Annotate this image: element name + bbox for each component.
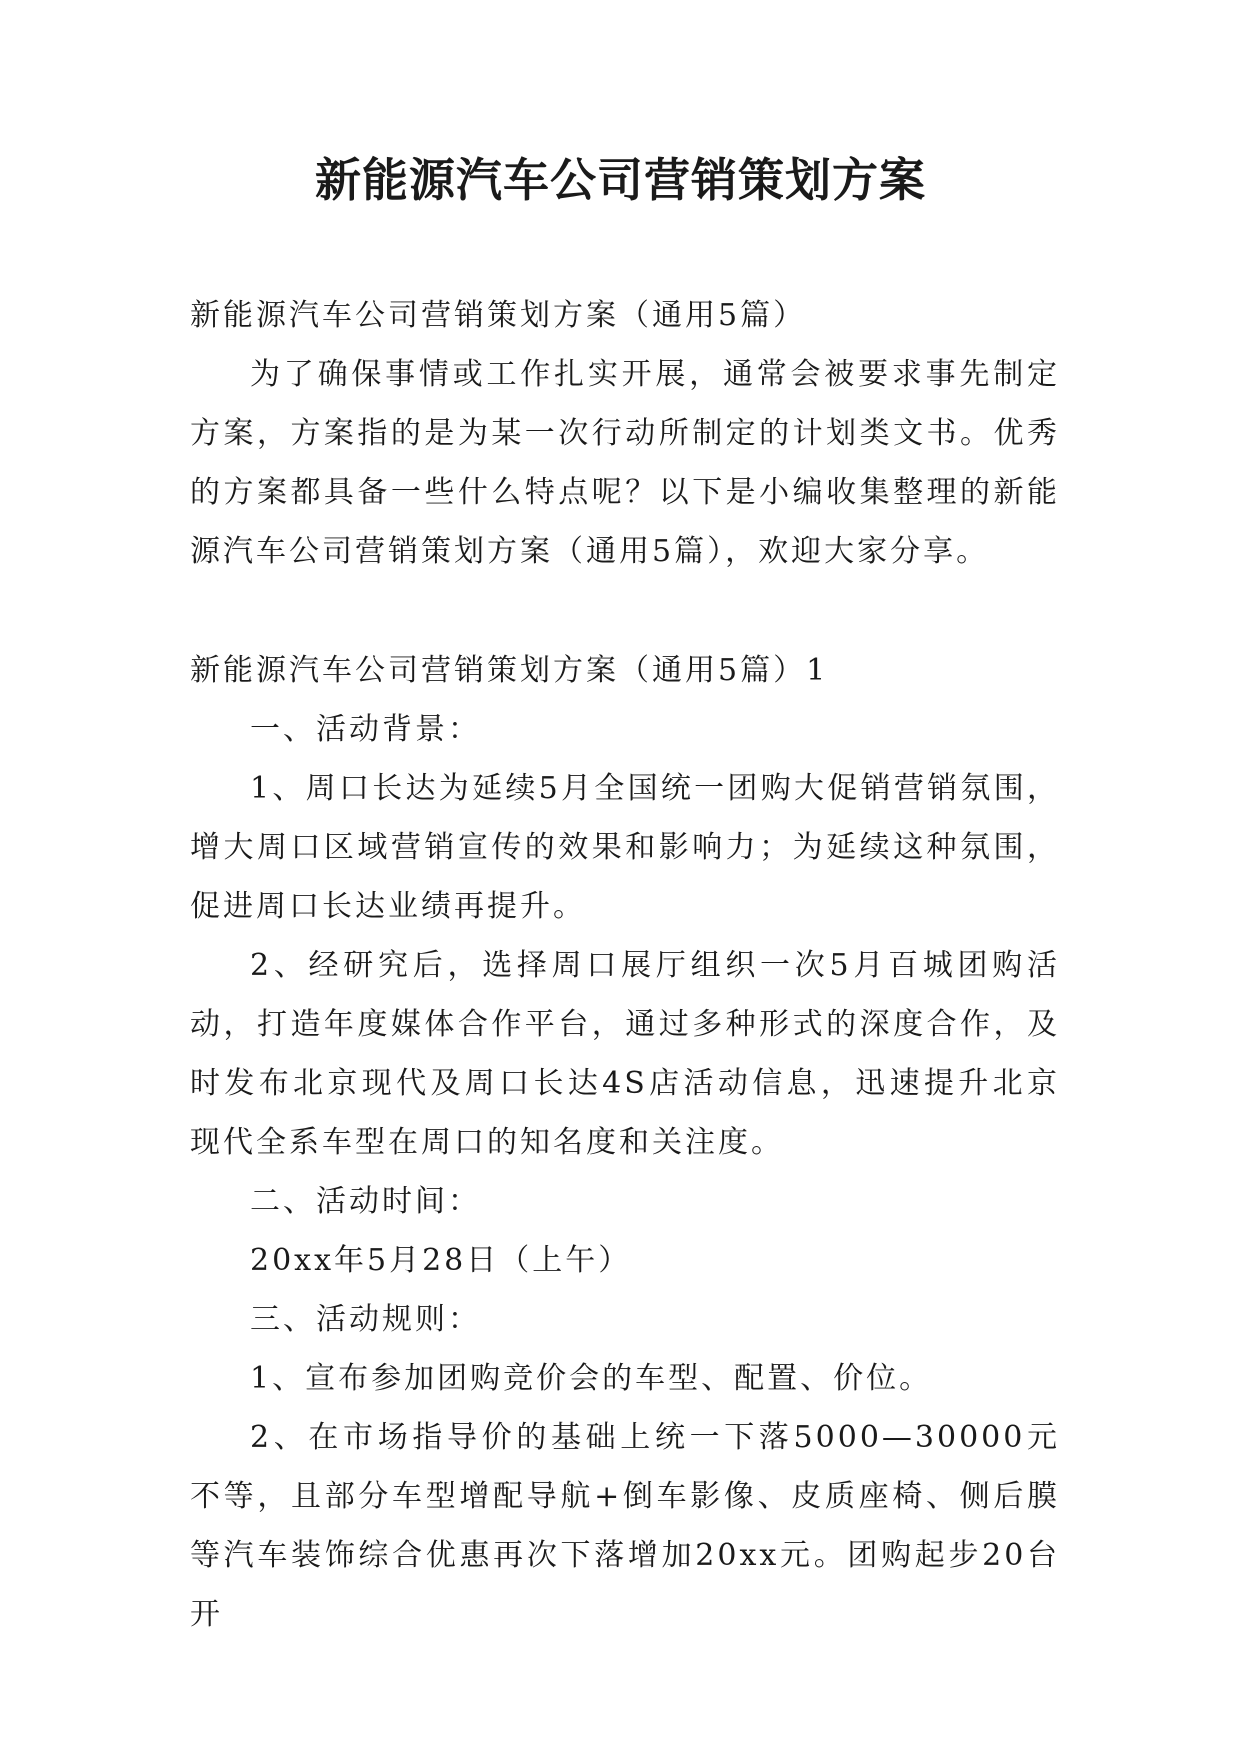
rules-item-2: 2、在市场指导价的基础上统一下落5000—30000元不等，且部分车型增配导航+倒车影像、皮质座椅、侧后膜等汽车装饰综合优惠再次下落增加20xx元。团购起步20台开 (190, 1420, 1060, 1632)
time-heading: 二、活动时间： (250, 1184, 481, 1219)
intro-paragraph: 为了确保事情或工作扎实开展，通常会被要求事先制定方案，方案指的是为某一次行动所制定的计划类文书。优秀的方案都具备一些什么特点呢？以下是小编收集整理的新能源汽车公司营销策划方案（通用5篇），欢迎大家分享。 (190, 357, 1060, 569)
subtitle-paragraph: 新能源汽车公司营销策划方案（通用5篇） (190, 298, 807, 333)
document-title: 新能源汽车公司营销策划方案 (315, 153, 926, 207)
document-body (190, 286, 1060, 1644)
background-item-1: 1、周口长达为延续5月全国统一团购大促销营销氛围，增大周口区域营销宣传的效果和影响力；为延续这种氛围，促进周口长达业绩再提升。 (190, 771, 1060, 924)
rules-heading: 三、活动规则： (250, 1302, 481, 1337)
background-item-2: 2、经研究后，选择周口展厅组织一次5月百城团购活动，打造年度媒体合作平台，通过多种形式的深度合作，及时发布北京现代及周口长达4S店活动信息，迅速提升北京现代全系车型在周口的知名度和关注度。 (190, 948, 1060, 1160)
time-value: 20xx年5月28日（上午） (250, 1243, 632, 1278)
rules-item-1: 1、宣布参加团购竞价会的车型、配置、价位。 (250, 1361, 933, 1396)
background-heading: 一、活动背景： (250, 712, 481, 747)
section-heading: 新能源汽车公司营销策划方案（通用5篇）1 (190, 653, 829, 688)
